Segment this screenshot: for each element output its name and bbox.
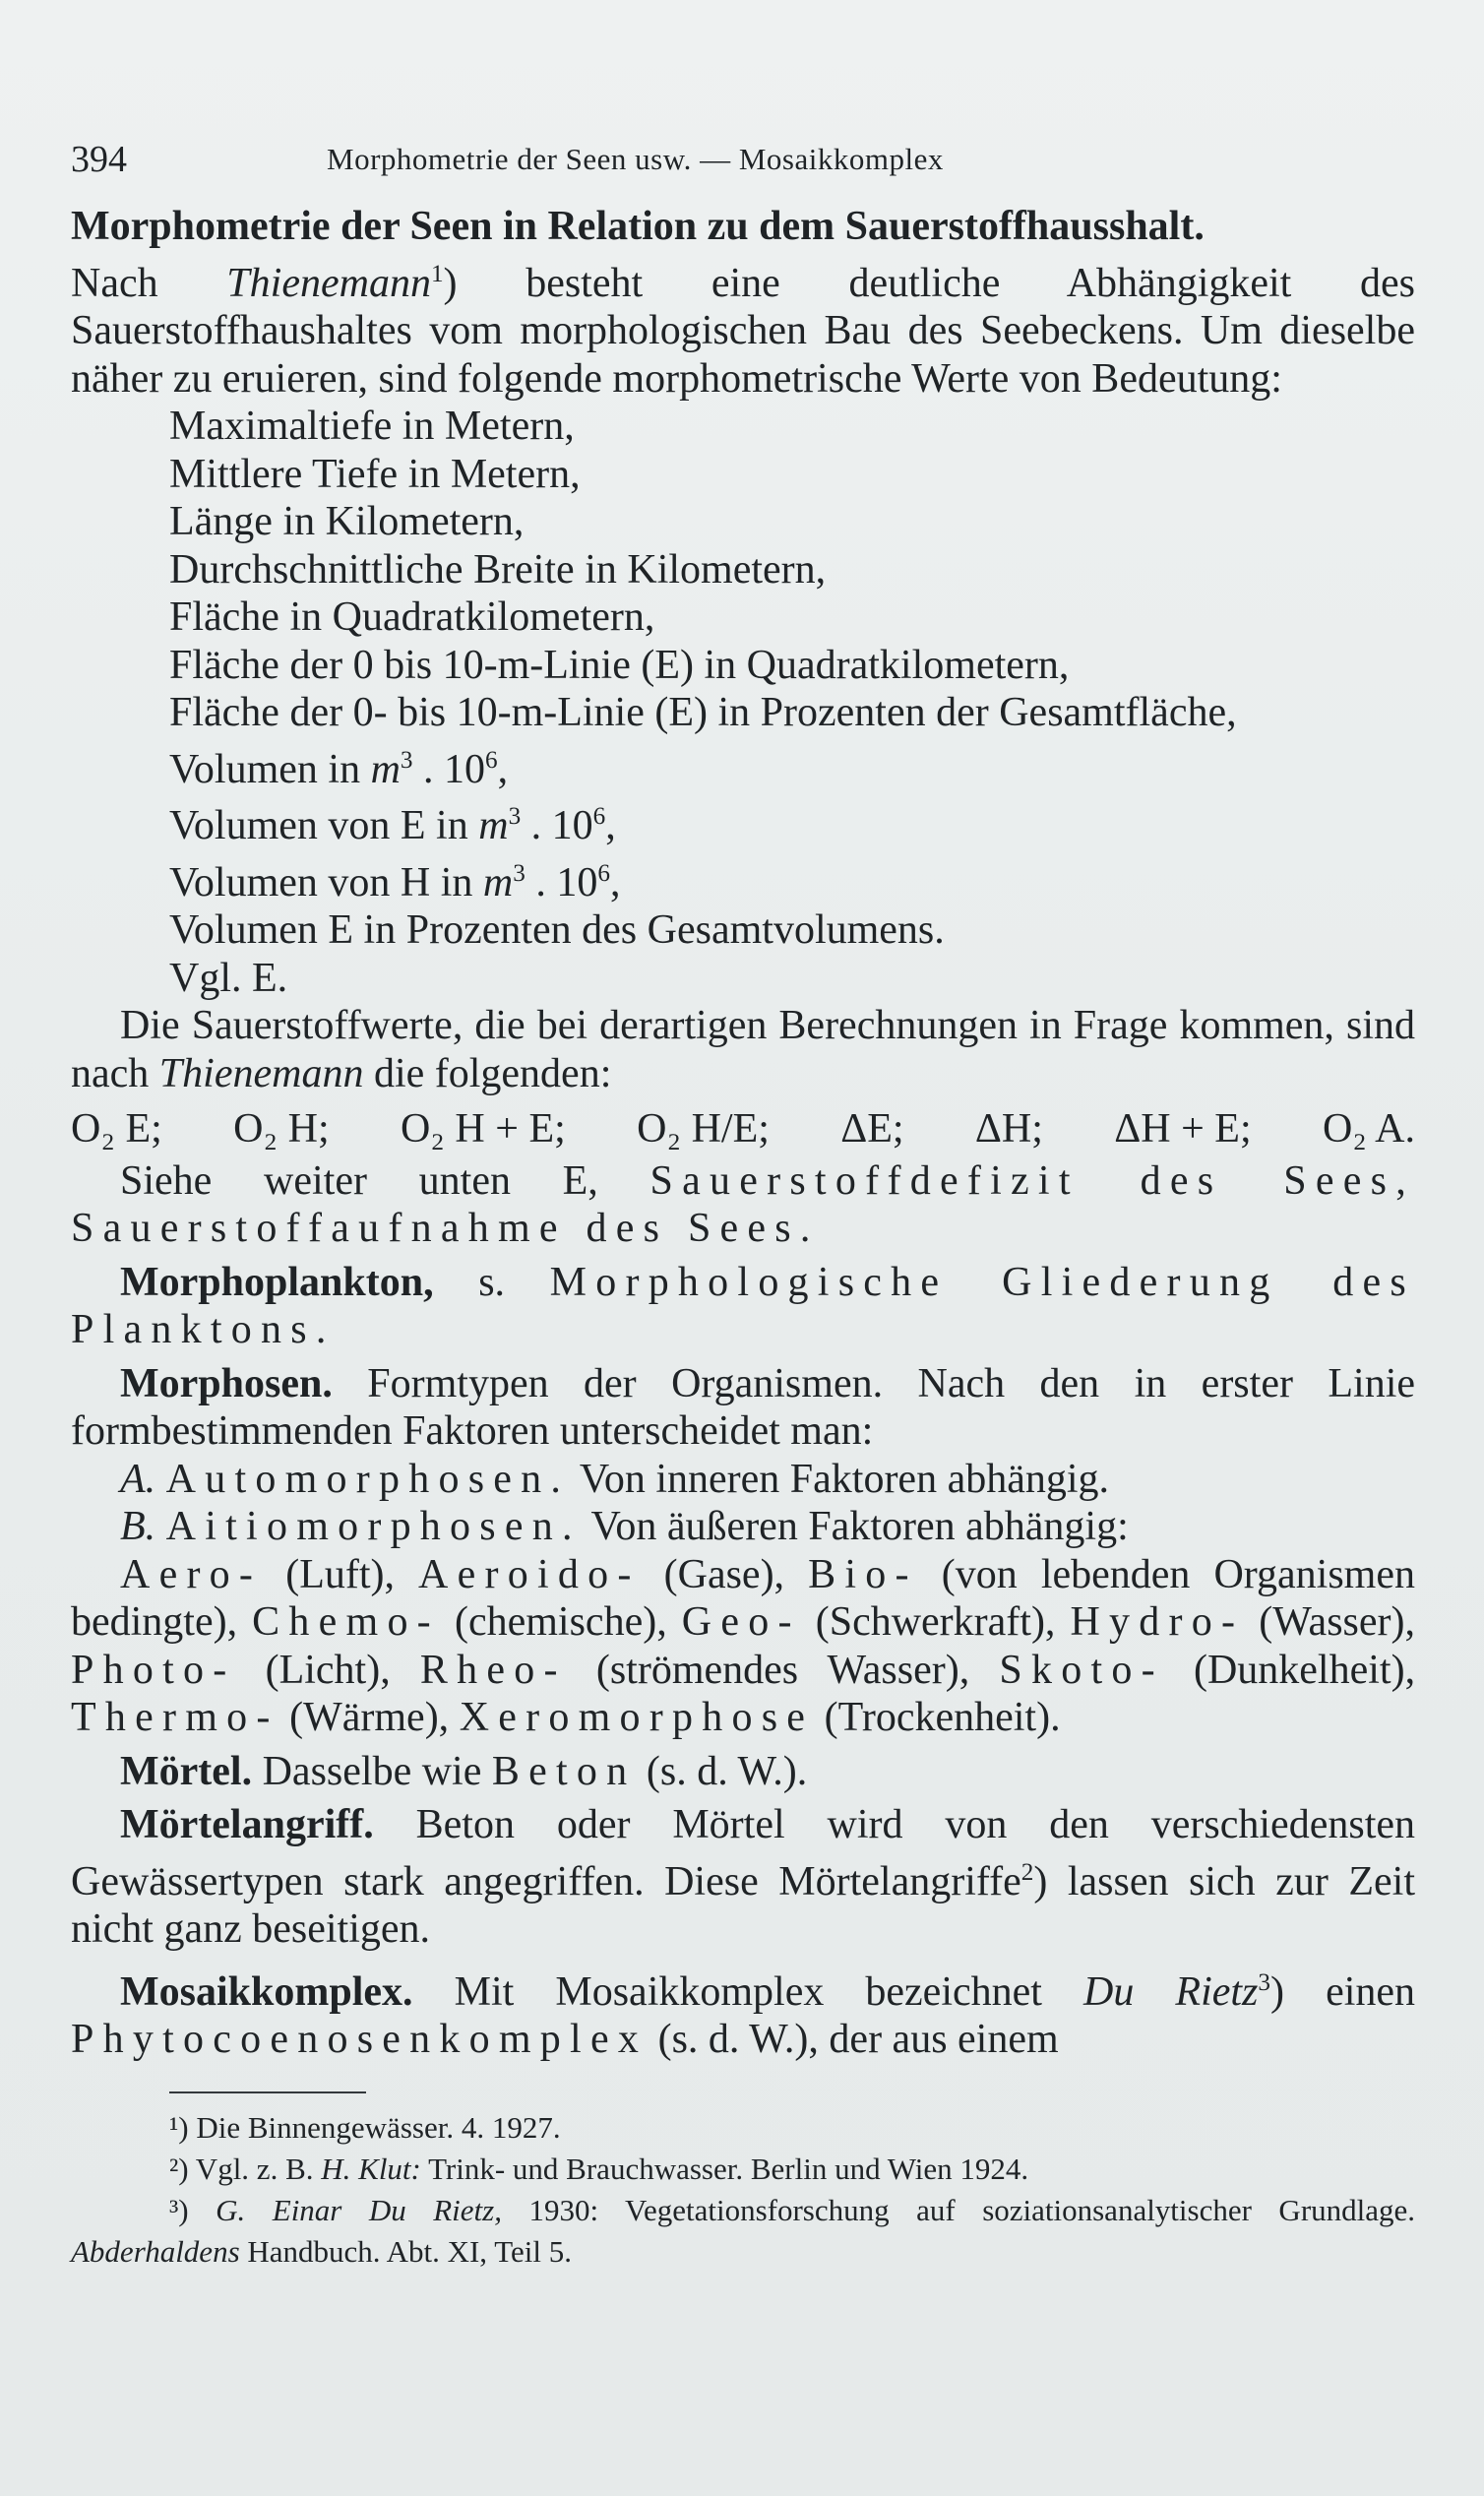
formula-term: O₂ A. bbox=[1322, 1106, 1415, 1152]
footnote-ref: 3 bbox=[1258, 1968, 1271, 1996]
book-title: Abderhaldens bbox=[71, 2233, 240, 2269]
term-gloss: (von lebenden Organismen bedingte), bbox=[71, 1551, 1415, 1645]
spaced-term: Phytocoenosenkomplex bbox=[71, 2017, 649, 2062]
paragraph-text: Die Sauerstoffwerte, die bei derartigen Berechnungen in Frage kommen, sind nach bbox=[71, 1003, 1415, 1096]
unit-symbol: m bbox=[482, 859, 514, 905]
subitem-b bbox=[71, 1503, 1415, 1551]
spaced-term: Aitiomorphosen. bbox=[165, 1504, 582, 1549]
paragraph-text: ) einen bbox=[1270, 1968, 1416, 2015]
morphosen-terms bbox=[71, 1551, 1415, 1742]
formula-term: ΔE; bbox=[840, 1106, 904, 1152]
list-item: Volumen von E in $m^3$ . $10^6$, bbox=[169, 803, 616, 848]
footnote-text: Handbuch. Abt. XI, Teil 5. bbox=[247, 2233, 572, 2269]
footnote-divider bbox=[169, 2091, 366, 2093]
entry-moertel bbox=[71, 1748, 1415, 1796]
list-item: Länge in Kilometern, bbox=[169, 499, 525, 544]
paragraph-text: Von äußeren Faktoren abhängig: bbox=[590, 1504, 1129, 1549]
term-gloss: (Licht), bbox=[265, 1647, 420, 1693]
paragraph-text: Siehe weiter unten E, bbox=[120, 1157, 598, 1204]
paragraph-text: Von inneren Faktoren abhängig. bbox=[579, 1456, 1110, 1502]
headword: Mörtelangriff. bbox=[120, 1802, 374, 1847]
formula-term: O₂ H + E; bbox=[400, 1106, 566, 1152]
exponent: 3 bbox=[400, 746, 413, 774]
author-name: G. Einar Du Rietz, bbox=[216, 2192, 502, 2227]
exponent: 6 bbox=[592, 803, 606, 830]
author-name: Thienemann bbox=[226, 260, 431, 306]
footnote-text: Trink- und Brauchwasser. Berlin und Wien 1924. bbox=[428, 2151, 1029, 2186]
footnote-text: 1930: Vegetationsforschung auf soziationsanalytischer Grundlage. bbox=[528, 2192, 1416, 2227]
list-item: Maximaltiefe in Metern, bbox=[169, 404, 575, 449]
subitem-a bbox=[71, 1456, 1415, 1504]
paragraph bbox=[71, 1002, 1415, 1097]
paragraph-text: s. bbox=[478, 1259, 506, 1305]
running-title: Morphometrie der Seen usw. — Mosaikkomplex bbox=[327, 142, 944, 176]
term-gloss: (Wasser), bbox=[1259, 1599, 1415, 1645]
term: Hydro- bbox=[1070, 1599, 1245, 1645]
list-item-text: Volumen von H in bbox=[169, 859, 473, 905]
entry-morphosen bbox=[71, 1360, 1415, 1456]
entry-morphoplankton bbox=[71, 1259, 1415, 1354]
list-item: Mittlere Tiefe in Metern, bbox=[169, 451, 581, 497]
paragraph-text: die folgenden: bbox=[373, 1050, 612, 1096]
term: Geo- bbox=[681, 1599, 801, 1645]
unit-symbol: m bbox=[478, 803, 509, 848]
unit-symbol: m bbox=[370, 746, 401, 792]
list-item: Durchschnittliche Breite in Kilometern, bbox=[169, 546, 827, 593]
entry-morphometrie bbox=[71, 203, 1415, 403]
footnote-2 bbox=[71, 2149, 1415, 2190]
term: Skoto- bbox=[999, 1647, 1164, 1693]
paragraph-text: Formtypen der Organismen. Nach den in erster Linie formbestimmenden Faktoren unterscheidet man: bbox=[71, 1360, 1415, 1454]
footnotes bbox=[71, 2107, 1415, 2273]
term-gloss: (Gase), bbox=[663, 1551, 809, 1597]
author-name: Thienemann bbox=[158, 1050, 364, 1096]
term: Bio- bbox=[808, 1551, 918, 1597]
running-head bbox=[71, 138, 1415, 197]
term: Aeroido- bbox=[418, 1551, 641, 1597]
list-item: Fläche der 0- bis 10-m-Linie (E) in Prozenten der Gesamtfläche, bbox=[169, 690, 1237, 735]
paragraph-text: (s. d. W.). bbox=[646, 1748, 808, 1794]
paragraph-text: Nach bbox=[71, 260, 158, 306]
footnote-ref: 1 bbox=[430, 260, 444, 287]
entry-moertelangriff bbox=[71, 1801, 1415, 1954]
unit-factor: . 10 bbox=[521, 803, 593, 848]
list-item-text: Volumen in bbox=[169, 746, 361, 792]
paragraph-text: Mit Mosaikkomplex bezeichnet bbox=[454, 1968, 1042, 2015]
list-item: Fläche der 0 bis 10-m-Linie (E) in Quadratkilometern, bbox=[169, 642, 1070, 688]
author-name: H. Klut: bbox=[321, 2151, 421, 2186]
footnote-1: ¹) Die Binnengewässer. 4. 1927. bbox=[169, 2109, 561, 2145]
footnote-text: ³) bbox=[169, 2192, 189, 2227]
term-gloss: (Wärme), bbox=[289, 1695, 460, 1740]
formula-term: O₂ E; bbox=[71, 1106, 162, 1152]
formula-term: ΔH; bbox=[974, 1106, 1043, 1152]
item-label: A. bbox=[120, 1456, 156, 1502]
list-item: Vgl. E. bbox=[169, 955, 288, 1001]
footnote-text: ²) Vgl. z. B. bbox=[169, 2151, 314, 2186]
footnote-ref: 2 bbox=[1020, 1858, 1034, 1886]
term-gloss: (Schwerkraft), bbox=[815, 1599, 1071, 1645]
paragraph-text: ) lassen sich zur Zeit nicht ganz beseitigen. bbox=[71, 1858, 1415, 1952]
formula-term: O₂ H/E; bbox=[637, 1106, 770, 1152]
exponent: 3 bbox=[508, 803, 522, 830]
term: Chemo- bbox=[252, 1599, 440, 1645]
body-text bbox=[71, 203, 1415, 2064]
term-gloss: (chemische), bbox=[454, 1599, 682, 1645]
morphometric-values-list bbox=[71, 403, 1415, 1002]
paragraph-text: Dasselbe wie bbox=[262, 1748, 482, 1794]
exponent: 6 bbox=[597, 859, 610, 887]
item-label: B. bbox=[120, 1504, 156, 1549]
paragraph-text: (s. d. W.), der aus einem bbox=[657, 2017, 1059, 2062]
spaced-term: Sauerstoffdefizit des Sees, bbox=[649, 1157, 1415, 1204]
spaced-term: Sauerstoffaufnahme des Sees. bbox=[71, 1206, 820, 1251]
headword: Mörtel. bbox=[120, 1748, 253, 1794]
term: Rheo- bbox=[419, 1647, 567, 1693]
formula-term: O₂ H; bbox=[233, 1106, 330, 1152]
unit-factor: . 10 bbox=[525, 859, 598, 905]
list-item: Volumen von H in $m^3$ . $10^6$, bbox=[169, 859, 621, 905]
term-gloss: (strömendes Wasser), bbox=[595, 1647, 1000, 1693]
list-item: Fläche in Quadratkilometern, bbox=[169, 594, 655, 640]
term: Xeromorphose bbox=[459, 1695, 815, 1740]
headword: Morphometrie der Seen in Relation zu dem Sauerstoffhausshalt. bbox=[71, 204, 1205, 249]
author-name: Du Rietz bbox=[1083, 1968, 1259, 2015]
term-gloss: (Dunkelheit), bbox=[1193, 1647, 1416, 1693]
spaced-term: Automorphosen. bbox=[165, 1456, 571, 1502]
page-number: 394 bbox=[71, 139, 127, 180]
headword: Mosaikkomplex. bbox=[120, 1968, 413, 2015]
term: Thermo- bbox=[71, 1695, 279, 1740]
spaced-term: Morphologische Gliederung des Planktons. bbox=[71, 1259, 1416, 1352]
spaced-term: Beton bbox=[491, 1748, 637, 1794]
list-item-text: Volumen von E in bbox=[169, 803, 468, 848]
list-item: Volumen E in Prozenten des Gesamtvolumens. bbox=[169, 907, 945, 953]
paragraph-text: ) besteht eine deutliche Abhängigkeit des Sauerstoffhaushaltes vom morphologischen Bau des Seebeckens. Um dieselbe näher zu eruieren, sind folgende morphometrische Werte von Bedeutung: bbox=[71, 260, 1415, 402]
term: Photo- bbox=[71, 1647, 236, 1693]
oxygen-formula-line bbox=[71, 1105, 1415, 1154]
headword: Morphoplankton, bbox=[120, 1259, 434, 1305]
exponent: 3 bbox=[513, 859, 526, 887]
paragraph-text: Beton oder Mörtel wird von den verschiedensten Gewässertypen stark angegriffen. Diese Mörtelangriffe bbox=[71, 1802, 1416, 1904]
headword: Morphosen. bbox=[120, 1360, 333, 1406]
term-gloss: (Luft), bbox=[285, 1551, 419, 1597]
term-gloss: (Trockenheit). bbox=[824, 1695, 1061, 1740]
term: Aero- bbox=[120, 1551, 263, 1597]
exponent: 6 bbox=[485, 746, 498, 774]
unit-factor: . 10 bbox=[412, 746, 486, 792]
list-item: Volumen in $m^3$ . $10^6$, bbox=[169, 746, 509, 792]
paragraph bbox=[71, 1157, 1415, 1253]
entry-mosaikkomplex bbox=[71, 1960, 1415, 2064]
footnote-3 bbox=[71, 2190, 1415, 2273]
formula-term: ΔH + E; bbox=[1114, 1106, 1252, 1152]
